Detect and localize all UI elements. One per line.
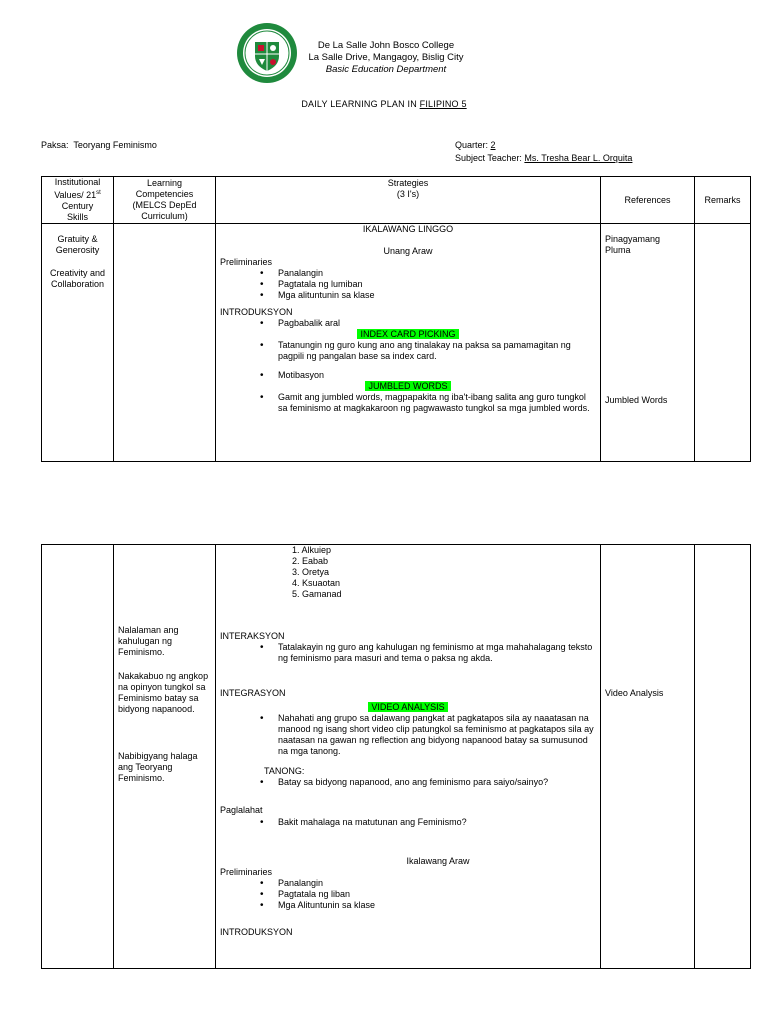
paglalahat-list: [220, 817, 596, 828]
header-strat-line1: Strategies: [387, 178, 429, 188]
school-department: Basic Education Department: [325, 64, 447, 75]
list-item: • Tatanungin ng guro kung ano ang tinalakay na paksa sa pamamagitan ng pagpili ng pangalan base sa index card.: [278, 340, 596, 362]
intro-list-1: [220, 318, 596, 329]
competency-1: Nalalaman ang kahulugan ng Feminismo.: [118, 625, 179, 657]
header-comp-line2: Competencies: [135, 189, 194, 199]
title-prefix: DAILY LEARNING PLAN IN: [301, 99, 420, 109]
header-comp-line3: (MELCS DepEd: [132, 200, 197, 210]
header-competencies: [114, 177, 216, 224]
header-values: [42, 177, 114, 224]
tanong-label: TANONG:: [264, 766, 305, 776]
value-creativity: Creativity and: [49, 268, 106, 278]
plan-table-page-1: [41, 176, 751, 462]
header-comp-line4: Curriculum): [141, 211, 188, 221]
document-title: [0, 99, 768, 109]
reference-video-analysis: Video Analysis: [605, 688, 664, 698]
reference-pluma: Pluma: [605, 245, 631, 255]
school-name: De La Salle John Bosco College: [317, 40, 455, 51]
list-item: • Pagtatala ng lumiban: [278, 279, 596, 290]
competency-2: Nakakabuo ng angkop na opinyon tungkol sa Feminismo batay sa bidyong napanood.: [118, 671, 209, 714]
value-generosity: Generosity: [55, 245, 100, 255]
paksa-label: Paksa:: [41, 140, 69, 150]
paksa: [41, 140, 157, 150]
activity-video-analysis-label: VIDEO ANALYSIS: [368, 702, 447, 712]
quarter: [455, 140, 496, 150]
table-header-row: [42, 177, 751, 224]
teacher-value: Ms. Tresha Bear L. Orquita: [524, 153, 633, 163]
integrasyon-list: [220, 713, 596, 757]
references-cell: [601, 545, 695, 969]
header-comp-line1: Learning: [146, 178, 183, 188]
list-item: • Panalangin: [278, 268, 596, 279]
list-item: • Pagbabalik aral: [278, 318, 596, 329]
introduksyon-label: INTRODUKSYON: [220, 307, 293, 317]
table-body-row: [42, 545, 751, 969]
week-heading: IKALAWANG LINGGO: [362, 224, 454, 234]
school-header: [300, 40, 472, 76]
reference-jumbled-words: Jumbled Words: [605, 395, 668, 405]
strategies-cell: [216, 224, 601, 462]
header-values-line3: Century: [61, 201, 94, 211]
subject-teacher: [455, 153, 632, 163]
list-item: • Mga alituntunin sa klase: [278, 290, 596, 301]
activity-index-card-label: INDEX CARD PICKING: [357, 329, 458, 339]
activity-jumbled-words: [220, 381, 596, 392]
list-item: • Tatalakayin ng guro ang kahulugan ng feminismo at mga mahahalagang teksto ng feminismo para masuri and tema o paksa ng akda.: [278, 642, 596, 664]
competency-3: Nabibigyang halaga ang Teoryang Feminismo.: [118, 751, 198, 783]
interaksyon-list: [220, 642, 596, 664]
table-body-row: [42, 224, 751, 462]
header-values-line2: [42, 188, 113, 201]
activity1-desc-list: [220, 340, 596, 362]
list-item: • Batay sa bidyong napanood, ano ang feminismo para saiyo/sainyo?: [278, 777, 596, 788]
plan-table-page-2: [41, 544, 751, 969]
list-item: • Panalangin: [278, 878, 596, 889]
list-item: • Bakit mahalaga na matutunan ang Feminismo?: [278, 817, 596, 828]
header-remarks: Remarks: [695, 177, 751, 224]
day2-heading: Ikalawang Araw: [406, 856, 470, 866]
header-values-line4: Skills: [66, 212, 88, 222]
preliminaries-list: [220, 878, 596, 911]
jumbled-words-list: [220, 545, 596, 600]
activity-jumbled-words-label: JUMBLED WORDS: [365, 381, 450, 391]
values-cell: [42, 224, 114, 462]
remarks-cell: [695, 545, 751, 969]
activity-index-card: [220, 329, 596, 340]
activity2-desc-list: [220, 392, 596, 414]
header-values-line1: Institutional: [54, 177, 101, 187]
integrasyon-label: INTEGRASYON: [220, 688, 286, 698]
activity-video-analysis: [220, 702, 596, 713]
reference-pinagyamang: Pinagyamang: [605, 234, 661, 244]
strategies-cell: [216, 545, 601, 969]
quarter-value: 2: [490, 140, 496, 150]
list-item: • Nahahati ang grupo sa dalawang pangkat at pagkatapos sila ay naaatasan na manood ng isang short video clip patungkol sa feminismo at pagkatapos sila ay naatasan na gawan ng reflection ang bidyong napanood batay sa sumusunod na mga tanong.: [278, 713, 596, 757]
remarks-cell: [695, 224, 751, 462]
list-item: 1. Alkuiep: [292, 545, 332, 555]
competencies-cell: [114, 224, 216, 462]
header-values-sup: st: [96, 190, 101, 196]
value-gratuity: Gratuity &: [57, 234, 98, 244]
header-values-line2-text: Values/ 21: [54, 190, 97, 200]
header-strat-line2: (3 I's): [396, 189, 420, 199]
list-item: • Mga Alituntunin sa klase: [278, 900, 596, 911]
values-cell: [42, 545, 114, 969]
value-collaboration: Collaboration: [50, 279, 105, 289]
preliminaries-label: Preliminaries: [220, 257, 273, 267]
competencies-cell: [114, 545, 216, 969]
list-item: 5. Gamanad: [292, 589, 342, 599]
list-item: 3. Oretya: [292, 567, 330, 577]
header-strategies: [216, 177, 601, 224]
list-item: • Motibasyon: [278, 370, 596, 381]
preliminaries-list: [220, 268, 596, 301]
teacher-label: Subject Teacher:: [455, 153, 525, 163]
introduksyon-label: INTRODUKSYON: [220, 927, 293, 937]
preliminaries-label: Preliminaries: [220, 867, 273, 877]
tanong-list: [220, 777, 596, 788]
interaksyon-label: INTERAKSYON: [220, 631, 285, 641]
paksa-value: Teoryang Feminismo: [73, 140, 157, 150]
list-item: • Pagtatala ng liban: [278, 889, 596, 900]
title-subject: FILIPINO 5: [419, 99, 467, 109]
list-item: • Gamit ang jumbled words, magpapakita ng iba't-ibang salita ang guro tungkol sa feminismo at magkakaroon ng pagwawasto tungkol sa mga jumbled words.: [278, 392, 596, 414]
quarter-label: Quarter:: [455, 140, 491, 150]
references-cell: [601, 224, 695, 462]
list-item: 4. Ksuaotan: [292, 578, 341, 588]
header-references: References: [601, 177, 695, 224]
list-item: 2. Eabab: [292, 556, 329, 566]
school-seal-logo: [236, 22, 298, 84]
paglalahat-label: Paglalahat: [220, 805, 263, 815]
school-address: La Salle Drive, Mangagoy, Bislig City: [308, 52, 464, 63]
day-heading: Unang Araw: [383, 246, 433, 256]
intro-list-2: [220, 370, 596, 381]
